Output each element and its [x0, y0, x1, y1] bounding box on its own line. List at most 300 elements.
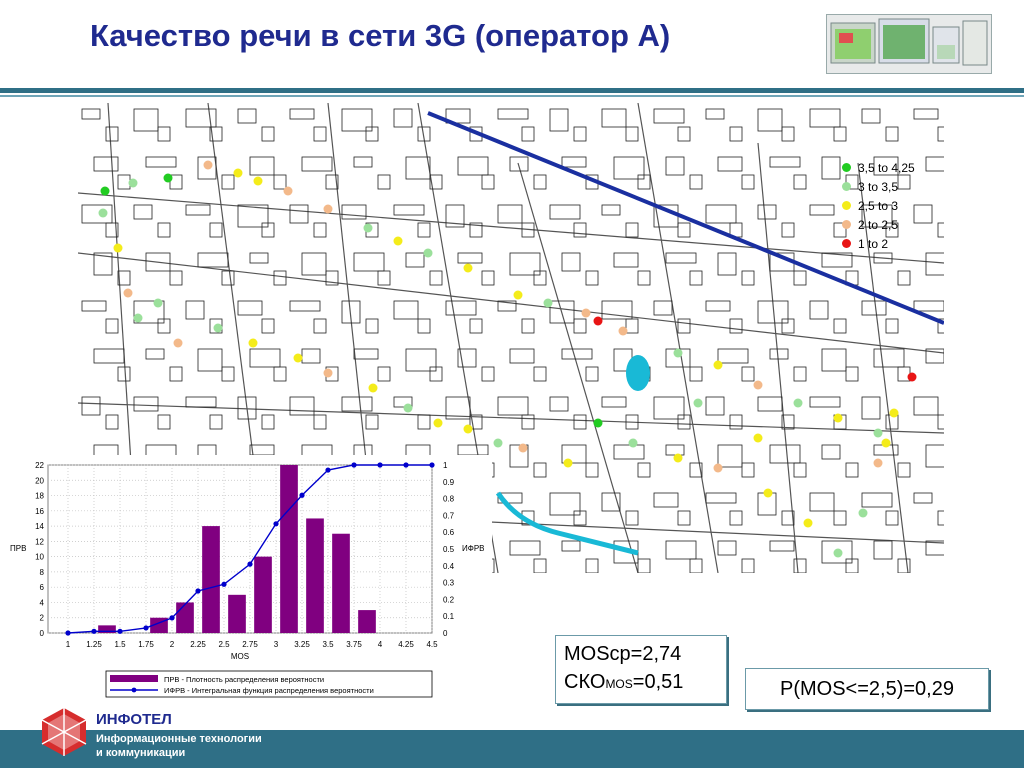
- map-building: [510, 253, 540, 275]
- map-building: [602, 205, 620, 215]
- map-building: [666, 253, 696, 263]
- map-measurement-point: [369, 384, 378, 393]
- probability-box: [745, 668, 989, 710]
- map-building: [394, 109, 412, 127]
- map-building: [574, 223, 586, 237]
- map-building: [690, 175, 702, 189]
- map-building: [106, 415, 118, 429]
- map-building: [342, 109, 372, 131]
- map-building: [134, 205, 152, 219]
- map-building: [198, 349, 222, 371]
- map-measurement-point: [619, 327, 628, 336]
- x-tick-label: 1.75: [138, 640, 154, 649]
- legend-dot-icon: [842, 163, 851, 172]
- map-building: [602, 397, 626, 407]
- map-building: [938, 511, 944, 525]
- map-building: [706, 493, 736, 503]
- y-tick-label: 4: [39, 598, 44, 608]
- map-building: [690, 367, 702, 381]
- chart-canvas: [0, 455, 492, 703]
- map-measurement-point: [804, 519, 813, 528]
- map-building: [94, 157, 118, 171]
- map-building: [626, 319, 638, 333]
- map-measurement-point: [464, 425, 473, 434]
- map-building: [718, 253, 736, 275]
- map-measurement-point: [764, 489, 773, 498]
- map-building: [118, 367, 130, 381]
- y2-tick-label: 0.3: [443, 578, 455, 588]
- map-building: [222, 175, 234, 189]
- map-building: [378, 271, 390, 285]
- map-building: [846, 463, 858, 477]
- map-measurement-point: [834, 414, 843, 423]
- map-building: [862, 301, 886, 315]
- map-measurement-point: [514, 291, 523, 300]
- chart-bar: [358, 610, 376, 633]
- map-building: [534, 559, 546, 573]
- map-building: [654, 301, 672, 315]
- map-building: [886, 511, 898, 525]
- y-tick-label: 12: [35, 537, 44, 547]
- map-building: [706, 205, 736, 223]
- map-building: [302, 157, 332, 171]
- map-building: [718, 445, 742, 467]
- legend-item: [842, 215, 915, 234]
- map-building: [718, 157, 742, 171]
- map-building: [770, 349, 788, 359]
- map-building: [730, 127, 742, 141]
- map-building: [666, 541, 696, 559]
- map-building: [678, 319, 690, 333]
- chart-cdf-point: [403, 462, 408, 467]
- map-building: [758, 109, 782, 131]
- map-building: [430, 271, 442, 285]
- map-building: [262, 127, 274, 141]
- mos-std-dev: [564, 668, 718, 698]
- y2-tick-label: 0.1: [443, 612, 455, 622]
- map-building: [574, 415, 586, 429]
- y-tick-label: 2: [39, 613, 44, 623]
- map-building: [158, 223, 170, 237]
- chart-cdf-point: [429, 462, 434, 467]
- map-building: [250, 445, 274, 455]
- map-building: [274, 271, 286, 285]
- map-measurement-point: [124, 289, 133, 298]
- y2-tick-label: 0.2: [443, 595, 455, 605]
- map-building: [562, 253, 580, 271]
- map-building: [938, 223, 944, 237]
- map-building: [342, 397, 372, 411]
- map-building: [498, 205, 522, 223]
- map-building: [898, 463, 910, 477]
- map-building: [170, 271, 182, 285]
- map-building: [822, 157, 840, 179]
- x-tick-label: 2.75: [242, 640, 258, 649]
- map-measurement-point: [674, 454, 683, 463]
- map-building: [706, 301, 730, 311]
- map-building: [810, 301, 828, 319]
- map-building: [458, 253, 482, 263]
- y2-axis-label: ИФРВ: [462, 544, 485, 553]
- map-building: [406, 349, 436, 371]
- map-building: [926, 445, 944, 467]
- chart-bar: [332, 534, 350, 633]
- chart-bar: [280, 465, 298, 633]
- map-building: [834, 511, 846, 525]
- legend-dot-icon: [842, 201, 851, 210]
- y2-tick-label: 0.9: [443, 477, 455, 487]
- y-tick-label: 20: [35, 476, 44, 486]
- x-tick-label: 4: [377, 640, 383, 649]
- map-building: [534, 463, 546, 477]
- map-measurement-point: [101, 187, 110, 196]
- y2-tick-label: 0.8: [443, 494, 455, 504]
- chart-cdf-point: [91, 629, 96, 634]
- tagline-line-2: и коммуникации: [96, 747, 186, 759]
- map-building: [562, 157, 586, 167]
- map-building: [482, 271, 494, 285]
- page-title: Качество речи в сети 3G (оператор A): [90, 18, 671, 53]
- map-building: [118, 175, 130, 189]
- map-building: [498, 397, 528, 415]
- map-measurement-point: [284, 187, 293, 196]
- map-building: [418, 223, 430, 237]
- map-building: [550, 397, 568, 411]
- map-building: [626, 127, 638, 141]
- map-building: [614, 253, 638, 267]
- map-building: [134, 109, 158, 131]
- map-building: [690, 271, 702, 285]
- map-building: [730, 511, 742, 525]
- y2-tick-label: 0.5: [443, 545, 455, 554]
- map-measurement-point: [874, 459, 883, 468]
- map-building: [510, 349, 534, 363]
- map-measurement-point: [364, 224, 373, 233]
- x-tick-label: 2: [169, 640, 175, 649]
- map-building: [250, 349, 280, 367]
- map-building: [914, 301, 944, 311]
- map-building: [654, 493, 678, 507]
- map-building: [550, 109, 568, 131]
- map-building: [638, 271, 650, 285]
- map-building: [210, 415, 222, 429]
- map-building: [250, 157, 274, 175]
- map-building: [550, 493, 580, 515]
- legend-label: 3,5 to 4,25: [858, 160, 915, 175]
- map-measurement-point: [404, 404, 413, 413]
- chart-cdf-point: [325, 467, 330, 472]
- probability-value: P(MOS<=2,5)=0,29: [780, 677, 954, 700]
- legend-label: 2 to 2,5: [858, 217, 899, 232]
- map-building: [290, 205, 308, 223]
- map-building: [666, 445, 684, 455]
- map-building: [314, 223, 326, 237]
- map-measurement-point: [694, 399, 703, 408]
- map-building: [718, 541, 736, 555]
- map-building: [654, 109, 684, 123]
- legend-dot-icon: [842, 182, 851, 191]
- map-measurement-point: [890, 409, 899, 418]
- map-building: [406, 253, 424, 267]
- map-building: [262, 319, 274, 333]
- map-building: [274, 175, 286, 189]
- infotel-logo-icon: [38, 706, 90, 758]
- map-building: [210, 223, 222, 237]
- y2-tick-label: 0.4: [443, 561, 455, 571]
- map-building: [302, 349, 320, 363]
- legend-item: [842, 158, 915, 177]
- map-building: [938, 415, 944, 429]
- map-measurement-point: [519, 444, 528, 453]
- y2-tick-label: 0.6: [443, 528, 455, 538]
- chart-cdf-point: [117, 629, 122, 634]
- chart-bar: [202, 526, 220, 633]
- map-building: [654, 397, 684, 419]
- chart-bar: [254, 557, 272, 633]
- y2-tick-label: 1: [443, 461, 448, 470]
- brand-tagline: [96, 732, 262, 760]
- legend-label: 1 to 2: [858, 236, 889, 251]
- map-measurement-point: [114, 244, 123, 253]
- map-building: [498, 109, 528, 119]
- map-building: [742, 175, 754, 189]
- mos-distribution-chart: [0, 455, 492, 703]
- map-building: [342, 205, 366, 219]
- map-building: [378, 367, 390, 381]
- map-building: [914, 397, 938, 415]
- map-building: [458, 445, 488, 455]
- map-building: [458, 157, 488, 175]
- map-building: [898, 271, 910, 285]
- map-building: [574, 319, 586, 333]
- std-dev-prefix: СКО: [564, 671, 606, 693]
- map-building: [626, 511, 638, 525]
- chart-bar: [228, 595, 246, 633]
- map-building: [782, 127, 794, 141]
- map-building: [482, 175, 494, 189]
- map-building: [82, 205, 112, 223]
- map-measurement-point: [544, 299, 553, 308]
- map-measurement-point: [164, 174, 173, 183]
- map-building: [794, 559, 806, 573]
- map-measurement-point: [834, 549, 843, 558]
- map-measurement-point: [154, 299, 163, 308]
- chart-cdf-point: [299, 493, 304, 498]
- x-axis-label: MOS: [230, 652, 250, 661]
- map-building: [134, 397, 158, 411]
- map-building: [678, 511, 690, 525]
- map-building: [794, 463, 806, 477]
- y-tick-label: 10: [35, 552, 44, 562]
- map-building: [146, 349, 164, 359]
- map-building: [510, 541, 540, 555]
- map-measurement-point: [174, 339, 183, 348]
- map-building: [522, 415, 534, 429]
- y-tick-label: 22: [35, 461, 44, 470]
- map-building: [82, 109, 100, 119]
- map-street: [78, 403, 944, 433]
- legend-label: 3 to 3,5: [858, 179, 899, 194]
- chart-cdf-point: [65, 630, 70, 635]
- map-building: [586, 271, 598, 285]
- map-building: [914, 109, 938, 119]
- map-building: [158, 127, 170, 141]
- map-building: [394, 301, 418, 319]
- map-measurement-point: [754, 381, 763, 390]
- map-building: [678, 223, 690, 237]
- map-building: [482, 367, 494, 381]
- map-building: [770, 445, 800, 463]
- header-screenshots-image: [826, 14, 992, 74]
- map-building: [534, 367, 546, 381]
- map-building: [638, 559, 650, 573]
- map-building: [586, 463, 598, 477]
- map-building: [834, 319, 846, 333]
- map-building: [742, 271, 754, 285]
- map-measurement-point: [99, 209, 108, 218]
- map-building: [290, 397, 314, 415]
- chart-cdf-point: [377, 462, 382, 467]
- map-lake: [626, 355, 650, 391]
- map-building: [550, 205, 580, 219]
- x-tick-label: 1: [65, 640, 71, 649]
- map-building: [222, 367, 234, 381]
- map-building: [170, 367, 182, 381]
- map-measurement-point: [434, 419, 443, 428]
- map-building: [446, 301, 476, 315]
- y-tick-label: 0: [39, 629, 44, 638]
- map-building: [106, 319, 118, 333]
- mos-average: MOSср=2,74: [564, 643, 682, 665]
- map-building: [926, 253, 944, 275]
- map-building: [862, 493, 892, 507]
- map-measurement-point: [674, 349, 683, 358]
- map-building: [874, 541, 892, 559]
- map-street: [518, 163, 638, 573]
- map-building: [742, 367, 754, 381]
- legend-label: 2,5 to 3: [858, 198, 899, 213]
- map-building: [186, 205, 210, 215]
- map-building: [862, 109, 880, 123]
- legend-item: [842, 234, 915, 253]
- map-building: [522, 127, 534, 141]
- map-measurement-point: [859, 509, 868, 518]
- map-building: [222, 271, 234, 285]
- map-building: [638, 463, 650, 477]
- chart-cdf-point: [169, 615, 174, 620]
- map-building: [718, 349, 748, 363]
- map-building: [914, 493, 932, 503]
- chart-cdf-point: [221, 582, 226, 587]
- x-tick-label: 4.25: [398, 640, 414, 649]
- map-measurement-point: [582, 309, 591, 318]
- map-building: [250, 253, 268, 263]
- map-measurement-point: [254, 177, 263, 186]
- map-building: [730, 415, 742, 429]
- map-building: [586, 367, 598, 381]
- map-building: [290, 109, 314, 119]
- y2-tick-label: 0: [443, 629, 448, 638]
- map-building: [562, 541, 580, 551]
- x-tick-label: 4.5: [426, 640, 438, 649]
- map-building: [354, 349, 378, 359]
- x-tick-label: 3: [273, 640, 279, 649]
- map-building: [394, 205, 424, 215]
- map-building: [914, 205, 932, 223]
- map-building: [82, 301, 106, 311]
- map-building: [470, 319, 482, 333]
- map-measurement-point: [874, 429, 883, 438]
- brand-name: ИНФОТЕЛ: [96, 711, 172, 728]
- map-building: [238, 109, 256, 123]
- map-building: [794, 367, 806, 381]
- map-building: [186, 109, 216, 127]
- map-building: [706, 397, 724, 415]
- y-tick-label: 18: [35, 491, 44, 501]
- chart-cdf-point: [247, 562, 252, 567]
- map-building: [366, 415, 378, 429]
- map-street: [78, 193, 944, 263]
- map-measurement-point: [464, 264, 473, 273]
- header-rule-thin: [0, 95, 1024, 97]
- map-building: [770, 541, 794, 551]
- std-dev-subscript: MOS: [605, 677, 633, 691]
- x-tick-label: 1.25: [86, 640, 102, 649]
- legend-label-bars: ПРВ - Плотность распределения вероятности: [164, 675, 325, 684]
- map-building: [782, 223, 794, 237]
- legend-dot-icon: [842, 220, 851, 229]
- map-building: [534, 175, 546, 189]
- map-building: [146, 157, 176, 167]
- map-building: [874, 349, 904, 367]
- map-measurement-point: [234, 169, 243, 178]
- chart-cdf-point: [195, 588, 200, 593]
- mos-stats-box: [555, 635, 727, 704]
- map-building: [794, 175, 806, 189]
- map-measurement-point: [714, 361, 723, 370]
- map-measurement-point: [564, 459, 573, 468]
- map-legend: [842, 158, 915, 253]
- map-measurement-point: [134, 314, 143, 323]
- map-building: [94, 349, 124, 363]
- map-building: [886, 319, 898, 333]
- map-measurement-point: [424, 249, 433, 258]
- map-building: [626, 223, 638, 237]
- map-building: [614, 445, 644, 459]
- map-building: [262, 415, 274, 429]
- legend-swatch-point: [132, 688, 137, 693]
- y-tick-label: 16: [35, 506, 44, 516]
- map-building: [758, 205, 776, 219]
- map-building: [418, 415, 430, 429]
- map-building: [354, 253, 384, 271]
- map-building: [758, 397, 782, 411]
- map-building: [366, 319, 378, 333]
- chart-cdf-point: [351, 462, 356, 467]
- std-dev-value: =0,51: [632, 671, 684, 693]
- map-building: [406, 157, 430, 179]
- x-tick-label: 2.5: [218, 640, 230, 649]
- map-building: [274, 367, 286, 381]
- map-measurement-point: [214, 324, 223, 333]
- map-building: [822, 349, 846, 371]
- map-measurement-point: [494, 439, 503, 448]
- legend-label-line: ИФРВ - Интегральная функция распределения вероятности: [164, 686, 374, 695]
- map-building: [678, 127, 690, 141]
- map-building: [198, 253, 228, 267]
- y-tick-label: 14: [35, 522, 44, 532]
- map-building: [290, 301, 320, 311]
